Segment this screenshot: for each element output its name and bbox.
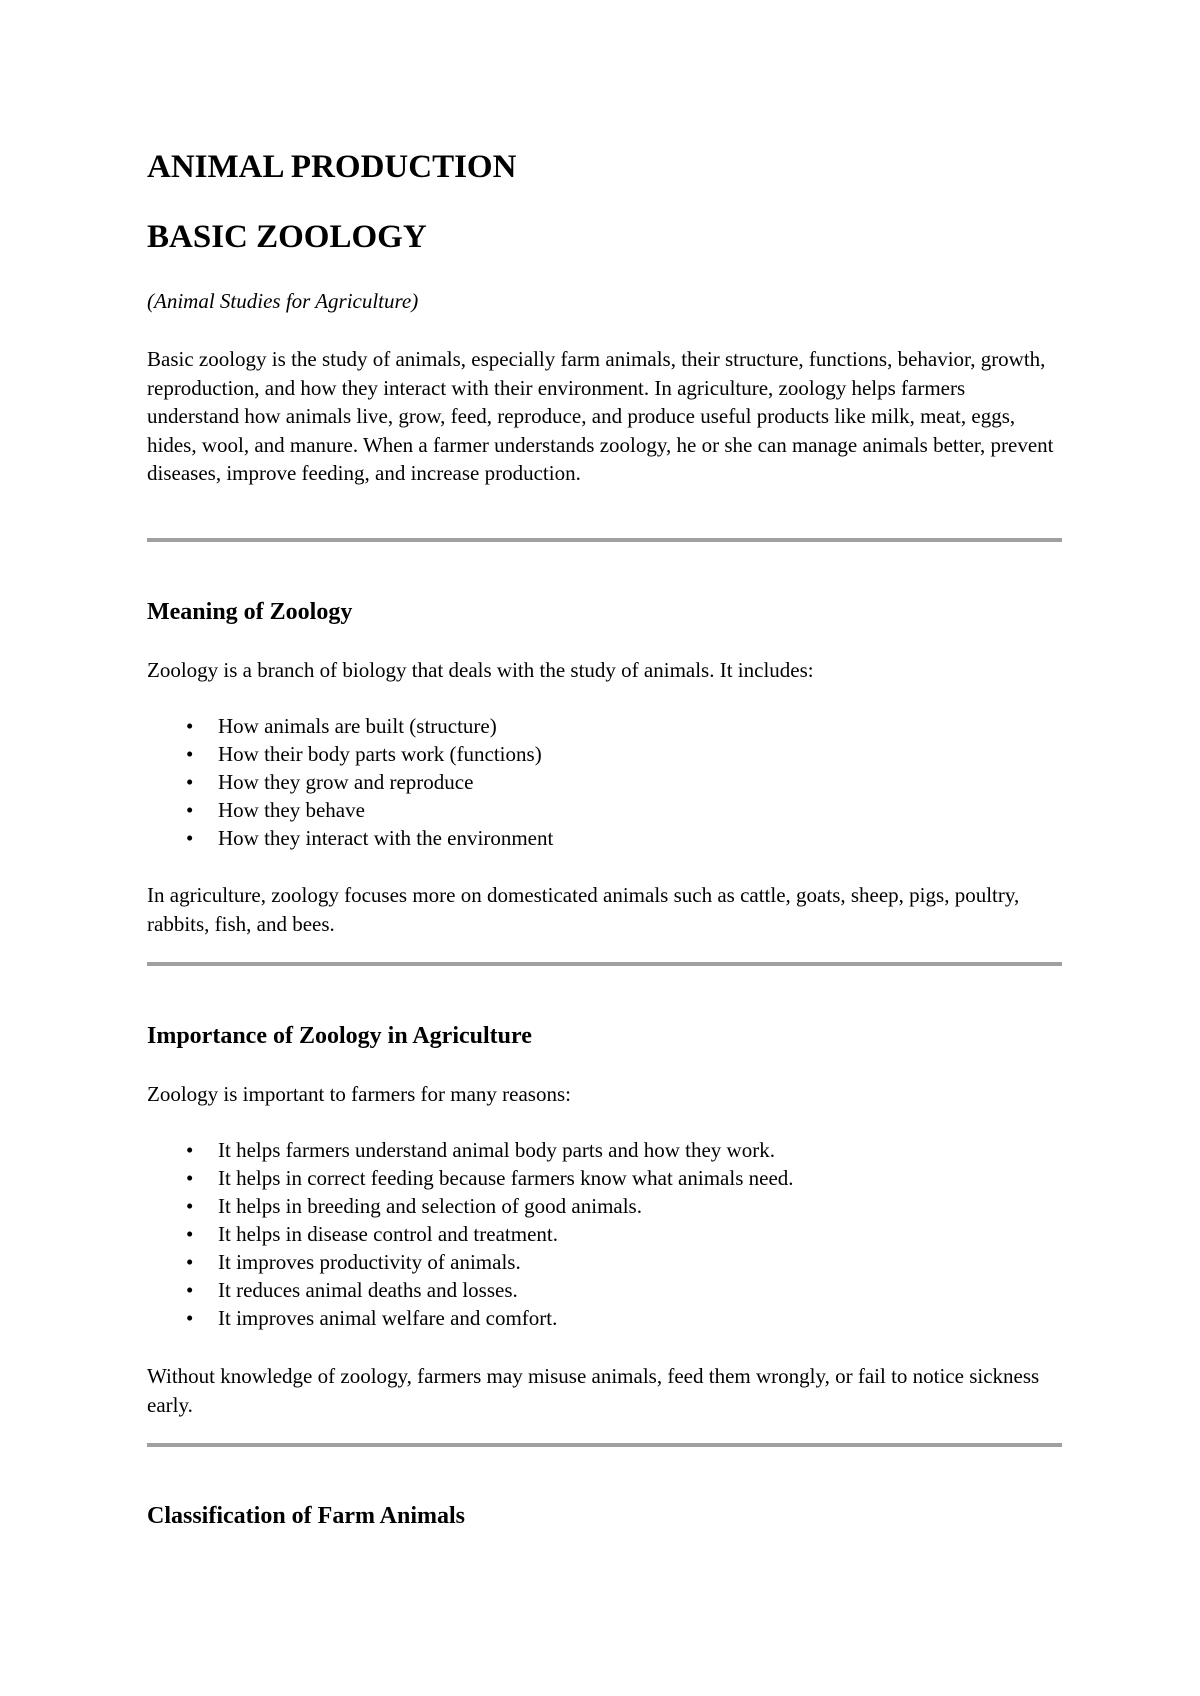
horizontal-rule (147, 538, 1062, 542)
section-heading-meaning: Meaning of Zoology (147, 599, 353, 625)
bullet-icon: • (186, 1306, 194, 1330)
list-item: • It reduces animal deaths and losses. (186, 1278, 518, 1302)
list-item: • It improves productivity of animals. (186, 1250, 521, 1274)
bullet-icon: • (186, 1222, 194, 1246)
document-subject-title: BASIC ZOOLOGY (147, 219, 427, 255)
section-lead-importance: Zoology is important to farmers for many reasons: (147, 1082, 571, 1106)
list-item: • It helps in correct feeding because farmers know what animals need. (186, 1166, 794, 1190)
section-lead-meaning: Zoology is a branch of biology that deals with the study of animals. It includes: (147, 658, 814, 682)
list-item: • It helps in disease control and treatment. (186, 1222, 558, 1246)
bullet-icon: • (186, 1194, 194, 1218)
list-item: • It improves animal welfare and comfort. (186, 1306, 558, 1330)
document-subtitle: (Animal Studies for Agriculture) (147, 289, 419, 313)
bullet-icon: • (186, 714, 194, 738)
bullet-list-importance (147, 1136, 1062, 1332)
intro-paragraph: Basic zoology is the study of animals, especially farm animals, their structure, functions, behavior, growth, reproduction, and how they interact with their environment. In agriculture, zoology helps farmers understand how animals live, grow, feed, reproduce, and produce useful products like milk, meat, eggs, hides, wool, and manure. When a farmer understands zoology, he or she can manage animals better, prevent diseases, improve feeding, and increase production. (147, 347, 1054, 485)
list-item: • It helps farmers understand animal body parts and how they work. (186, 1138, 775, 1162)
horizontal-rule (147, 1443, 1062, 1447)
section-closing-importance: Without knowledge of zoology, farmers may misuse animals, feed them wrongly, or fail to notice sickness early. (147, 1364, 1040, 1417)
list-item: • How animals are built (structure) (186, 714, 497, 738)
bullet-icon: • (186, 1138, 194, 1162)
bullet-icon: • (186, 770, 194, 794)
bullet-icon: • (186, 826, 194, 850)
list-item: • It helps in breeding and selection of good animals. (186, 1194, 642, 1218)
horizontal-rule (147, 962, 1062, 966)
bullet-icon: • (186, 1278, 194, 1302)
bullet-icon: • (186, 742, 194, 766)
bullet-icon: • (186, 798, 194, 822)
section-heading-classification: Classification of Farm Animals (147, 1503, 465, 1529)
list-item: • How they grow and reproduce (186, 770, 474, 794)
section-closing-meaning: In agriculture, zoology focuses more on domesticated animals such as cattle, goats, sheep, pigs, poultry, rabbits, fish, and bees. (147, 883, 1020, 936)
section-heading-importance: Importance of Zoology in Agriculture (147, 1023, 532, 1049)
bullet-list-meaning (147, 712, 1062, 852)
bullet-icon: • (186, 1250, 194, 1274)
bullet-icon: • (186, 1166, 194, 1190)
list-item: • How their body parts work (functions) (186, 742, 542, 766)
document-title: ANIMAL PRODUCTION (147, 149, 517, 185)
list-item: • How they interact with the environment (186, 826, 554, 850)
list-item: • How they behave (186, 798, 365, 822)
